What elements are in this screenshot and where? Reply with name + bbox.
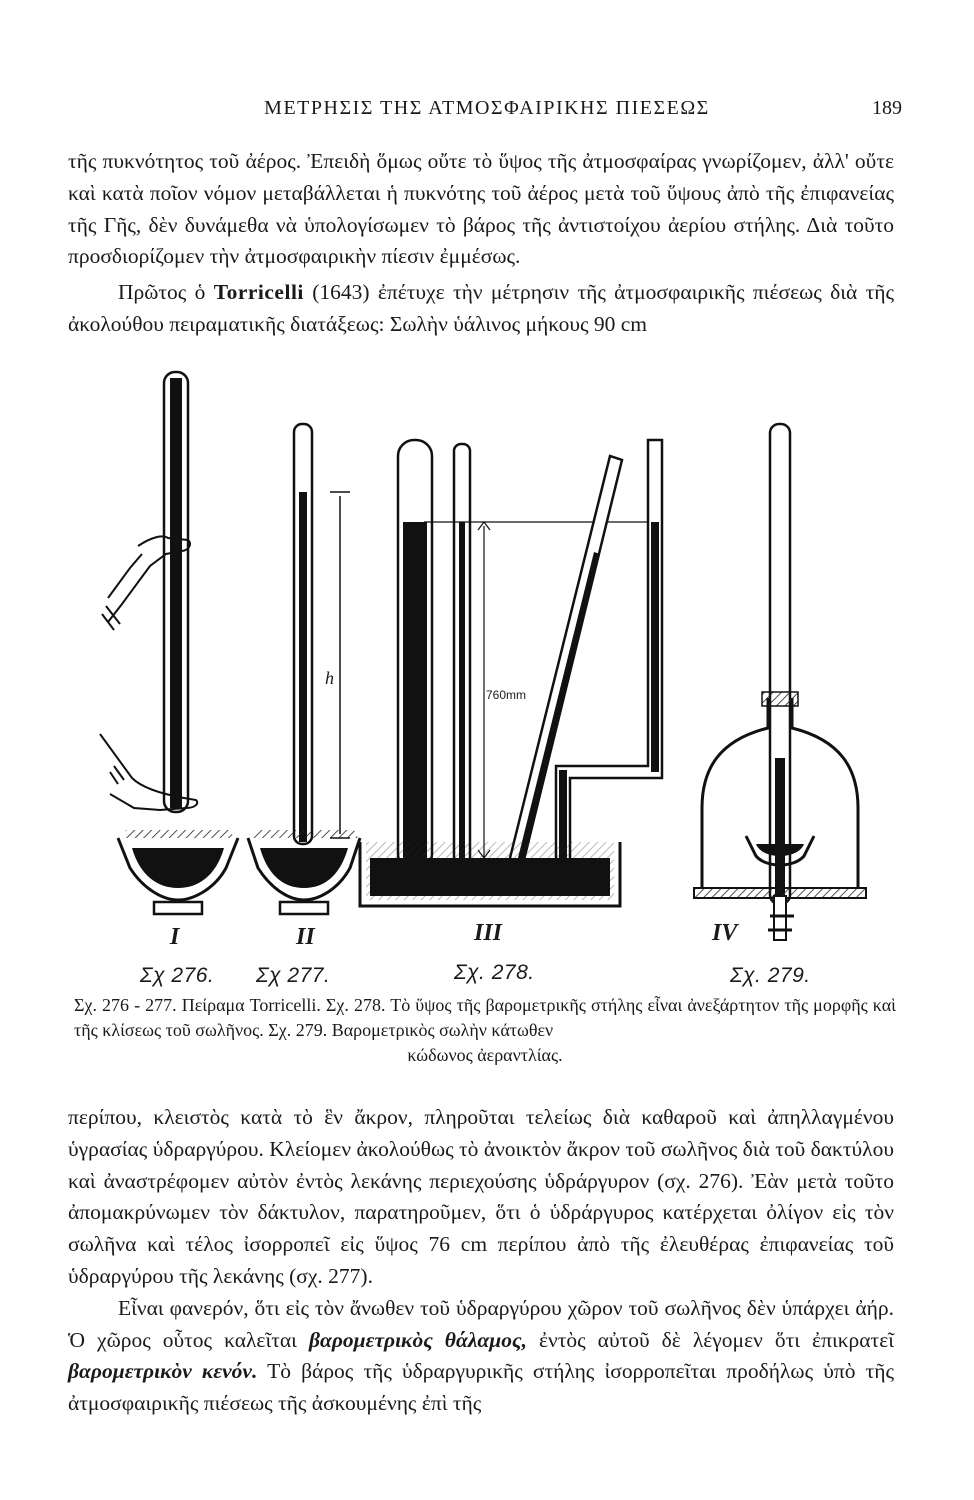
term-barometric-chamber: βαρομετρικὸς θάλαμος, bbox=[308, 1327, 527, 1352]
body-text-bottom bbox=[68, 1102, 894, 1420]
torricelli-figure bbox=[70, 368, 920, 998]
height-label-760mm: 760mm bbox=[486, 688, 527, 702]
fig-label-276: Σχ 276. bbox=[140, 964, 215, 987]
paragraph-4-lead: Εἶναι φανερόν, ὅτι εἰς τὸν ἄνωθεν τοῦ ὑδραργύρου χῶρον τοῦ σωλῆνος δὲν ὑπάρχει ἀήρ. Ὁ χῶρος οὗτος καλεῖται bbox=[68, 1295, 894, 1352]
figure-279-apparatus bbox=[694, 424, 866, 940]
term-barometric-vacuum: βαρομετρικὸν κενόν. bbox=[68, 1359, 258, 1384]
caption-text: Σχ. 276 - 277. Πείραμα Torricelli. Σχ. 278. Τὸ ὕψος τῆς βαρομετρικῆς στήλης εἶναι ἀνεξάρτητον τῆς μορφῆς καὶ τῆς κλίσεως τοῦ σωλῆνος. Σχ. 279. Βαρομετρικὸς σωλὴν κάτωθεν bbox=[74, 995, 896, 1040]
page-header bbox=[72, 97, 902, 125]
roman-label-III: III bbox=[474, 920, 503, 946]
fig-label-279: Σχ. 279. bbox=[730, 964, 811, 987]
roman-label-II: II bbox=[296, 924, 315, 950]
roman-label-IV: IV bbox=[712, 920, 738, 946]
figure-277-apparatus bbox=[248, 424, 360, 914]
body-text-top bbox=[68, 146, 894, 341]
paragraph-2-lead: Πρῶτος ὁ bbox=[118, 280, 214, 305]
height-label-h: h bbox=[325, 668, 334, 688]
page-number: 189 bbox=[872, 97, 902, 119]
roman-label-I: I bbox=[170, 924, 180, 950]
paragraph-2-rest: (1643) ἐπέτυχε τὴν μέτρησιν τῆς ἀτμοσφαιρικῆς πιέσεως διὰ τῆς ἀκολούθου πειραματικῆς διατάξεως: Σωλὴν ὑάλινος μήκους 90 cm bbox=[68, 280, 894, 336]
running-title: ΜΕΤΡΗΣΙΣ ΤΗΣ ΑΤΜΟΣΦΑΙΡΙΚΗΣ ΠΙΕΣΕΩΣ bbox=[264, 97, 710, 119]
paragraph-3: περίπου, κλειστὸς κατὰ τὸ ἓν ἄκρον, πληροῦται τελείως διὰ καθαροῦ καὶ ἀπηλλαγμένου ὑγρασίας ὑδραργύρου. Κλείομεν ἀκολούθως τὸ ἀνοικτὸν ἄκρον τοῦ σωλῆνος διὰ τοῦ δακτύλου καὶ ἀναστρέφομεν αὐτὸν ἐντὸς λεκάνης περιεχούσης ὑδράργυρον (σχ. 276). Ἐὰν μετὰ τοῦτο ἀπομακρύνωμεν τὸν δάκτυλον, παρατηροῦμεν, ὅτι ὁ ὑδράργυρος κατέρχεται ὀλίγον εἰς τὸν σωλῆνα καὶ τέλος ἰσορροπεῖ εἰς ὕψος 76 cm περίπου ἀπὸ τῆς ἐλευθέρας ἐπιφανείας τοῦ ὑδραργύρου τῆς λεκάνης (σχ. 277). bbox=[68, 1105, 894, 1288]
figure-caption bbox=[74, 993, 896, 1068]
paragraph-4-middle: ἐντὸς αὐτοῦ δὲ λέγομεν ὅτι ἐπικρατεῖ bbox=[526, 1327, 895, 1352]
fig-label-278: Σχ. 278. bbox=[454, 961, 535, 984]
paragraph-4-rest: Τὸ βάρος τῆς ὑδραργυρικῆς στήλης ἰσορροπεῖται προδήλως ὑπὸ τῆς ἀτμοσφαιρικῆς πιέσεως τῆς ἀσκουμένης ἐπὶ τῆς bbox=[68, 1359, 895, 1416]
paragraph-2 bbox=[68, 277, 894, 341]
paragraph-4 bbox=[68, 1293, 894, 1420]
torricelli-name: Torricelli bbox=[213, 280, 304, 305]
apparatus-illustration bbox=[70, 368, 920, 998]
paragraph-1: τῆς πυκνότητος τοῦ ἀέρος. Ἐπειδὴ ὅμως οὔτε τὸ ὕψος τῆς ἀτμοσφαίρας γνωρίζομεν, ἀλλ' οὔτε καὶ κατὰ ποῖον νόμον μεταβάλλεται ἡ πυκνότης τοῦ ἀέρος μετὰ τοῦ ὕψους ἀπὸ τῆς ἐπιφανείας τῆς Γῆς, δὲν δυνάμεθα νὰ ὑπολογίσωμεν τὸ βάρος τῆς ἀντιστοίχου ἀερίου στήλης. Διὰ τοῦτο προσδιορίζομεν τὴν ἀτμοσφαιρικὴν πίεσιν ἐμμέσως. bbox=[68, 149, 894, 269]
fig-label-277: Σχ 277. bbox=[256, 964, 331, 987]
figure-276-apparatus bbox=[100, 372, 238, 914]
caption-last-line: κώδωνος ἀεραντλίας. bbox=[407, 1045, 563, 1065]
figure-278-apparatus bbox=[360, 440, 662, 906]
